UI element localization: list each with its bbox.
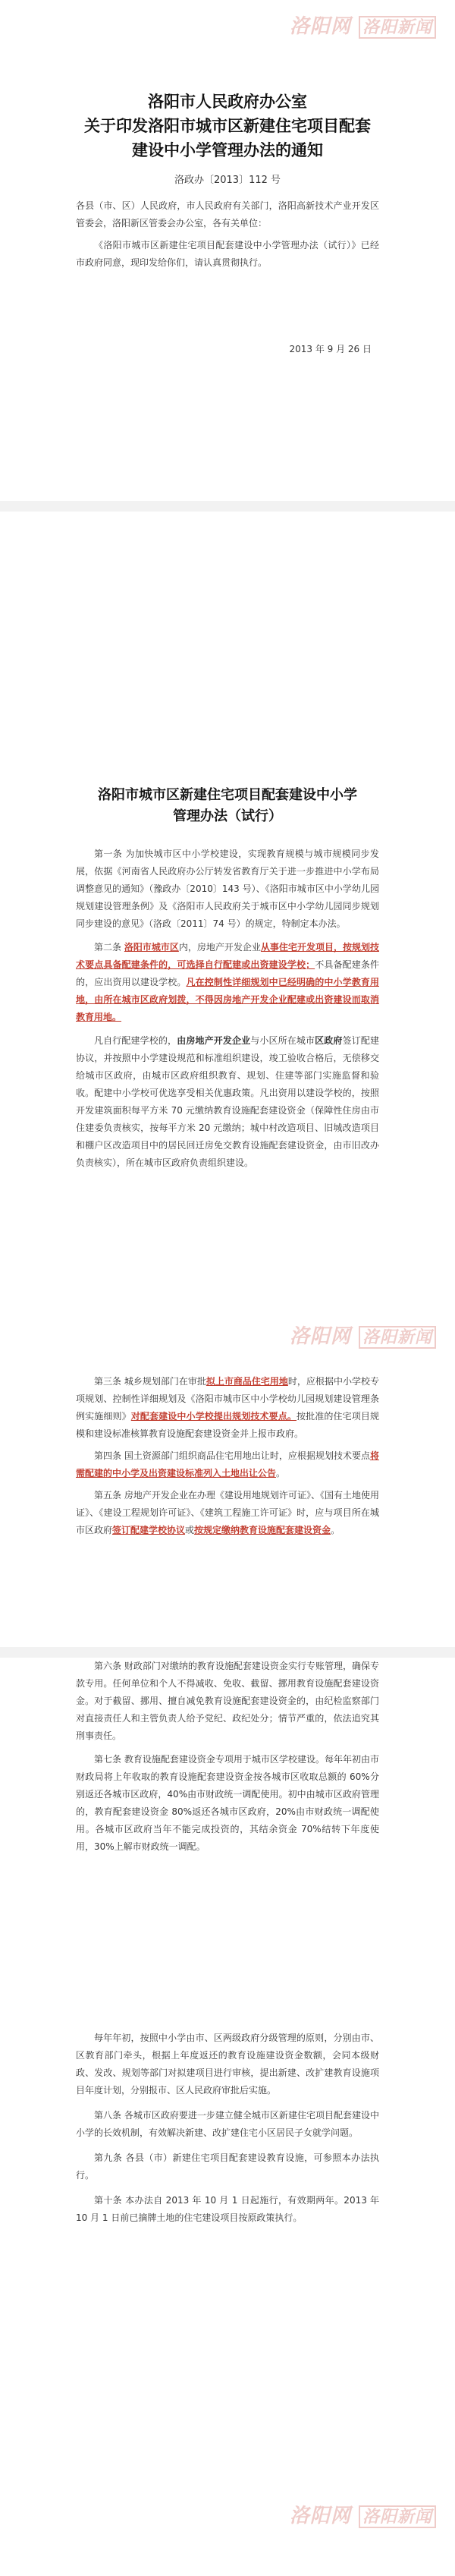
article-1: 第一条 为加快城市区中小学校建设，实现教育规模与城市规模同步发展，依据《河南省人民政府办公厅转发省教育厅关于进一步推进中小学布局调整意见的通知》（豫政办〔2010〕143 号）、《洛阳市城市区中小学幼儿园规划建设管理条例》及《洛阳市人民政府关于城市区中小学幼儿园同步规划同步建设的意见》（洛政〔2011〕74 号）的规定，特制定本办法。 xyxy=(76,849,379,929)
page-separator xyxy=(0,1647,455,1658)
article-9: 第九条 各县（市）新建住宅项目配套建设教育设施，可参照本办法执行。 xyxy=(76,2152,379,2181)
article-7-annual: 每年年初，按照中小学由市、区两级政府分级管理的原则，分别由市、区教育部门牵头，根据上年度返还的教育设施建设资金数额，会同本级财政、发改、规划等部门对拟建项目进行审核，提出新建、改扩建教育设施项目年度计划，分别报市、区人民政府审批后实施。 xyxy=(76,2033,379,2096)
watermark: 洛阳网 洛阳新闻 xyxy=(290,1321,436,1349)
article-6: 第六条 财政部门对缴纳的教育设施配套建设资金实行专账管理，确保专款专用。任何单位和个人不得减收、免收、截留、挪用教育设施配套建设资金。对于截留、挪用、擅自减免教育设施配套建设资金的，由纪检监察部门对直接责任人和主管负责人给予党纪、政纪处分；情节严重的，依法追究其刑事责任。 xyxy=(76,1661,379,1741)
article-2: 第二条 洛阳市城市区内，房地产开发企业从事住宅开发项目，按规划技术要点具备配建条件的，可选择自行配建或出资建设学校；不具备配建条件的，应出资用以建设学校。凡在控制性详细规划中已经明确的中小学教育用地，由所在城市区政府划拨，不得因房地产开发企业配建或出资建设而取消教育用地。 xyxy=(76,942,379,1022)
article-5: 第五条 房地产开发企业在办理《建设用地规划许可证》、《国有土地使用证》、《建设工程规划许可证》、《建筑工程施工许可证》时，应与项目所在城市区政府签订配建学校协议或按规定缴纳教育设施配套建设资金。 xyxy=(76,1490,379,1535)
measures-title-line-1: 洛阳市城市区新建住宅项目配套建设中小学 xyxy=(98,787,357,803)
measures-title-line-2: 管理办法（试行） xyxy=(173,808,282,824)
notice-title-line-1: 洛阳市人民政府办公室 xyxy=(148,93,307,111)
notice-title-line-2: 关于印发洛阳市城市区新建住宅项目配套 xyxy=(84,117,371,135)
watermark: 洛阳网 洛阳新闻 xyxy=(290,2500,436,2528)
article-8: 第八条 各城市区政府要进一步建立健全城市区新建住宅项目配套建设中小学的长效机制，有效解决新建、改扩建住宅小区居民子女就学问题。 xyxy=(76,2110,379,2138)
article-4: 第四条 国土资源部门组织商品住宅用地出让时，应根据规划技术要点将需配建的中小学及出资建设标准列入土地出让公告。 xyxy=(76,1450,379,1479)
article-10: 第十条 本办法自 2013 年 10 月 1 日起施行，有效期两年。2013 年 10 月 1 日前已摘牌土地的住宅建设项目按原政策执行。 xyxy=(76,2195,379,2223)
article-2-detail: 凡自行配建学校的，由房地产开发企业与小区所在城市区政府签订配建协议，并按照中小学建设规范和标准组织建设，竣工验收合格后，无偿移交给城市区政府，由城市区政府组织教育、规划、住建等部门实施监督和验收。配建中小学校可优选享受相关优惠政策。凡出资用以建设学校的，按照开发建筑面积每平方米 70 元缴纳教育设施配套建设资金（保障性住房由市住建委负责核实，按每平方米 20 元缴纳；城中村改造项目、旧城改造项目和棚户区改造项目中的居民回迁房免交教育设施配套建设资金，由市旧改办负责核实），所在城市区政府负责组织建设。 xyxy=(76,1035,379,1168)
article-3: 第三条 城乡规划部门在审批拟上市商品住宅用地时，应根据中小学校专项规划、控制性详细规划及《洛阳市城市区中小学校幼儿园规划建设管理条例实施细则》对配套建设中小学校提出规划技术要点。按批准的住宅项目规模和建设标准核算教育设施配套建设资金并上报市政府。 xyxy=(76,1376,379,1439)
measures-page-2 xyxy=(0,1658,455,2576)
notice-date: 2013 年 9 月 26 日 xyxy=(289,344,372,354)
doc-number: 洛政办〔2013〕112 号 xyxy=(174,175,281,186)
notice-title-line-3: 建设中小学管理办法的通知 xyxy=(132,141,323,159)
notice-body: 《洛阳市城市区新建住宅项目配套建设中小学管理办法（试行）》已经市政府同意，现印发给你们，请认真贯彻执行。 xyxy=(76,240,379,268)
page-separator xyxy=(0,501,455,512)
measures-page xyxy=(0,512,455,1647)
watermark: 洛阳网 洛阳新闻 xyxy=(290,11,436,39)
recipients: 各县（市、区）人民政府，市人民政府有关部门，洛阳高新技术产业开发区管委会，洛阳新区管委会办公室，各有关单位： xyxy=(76,200,379,228)
notice-page xyxy=(0,0,455,501)
article-7: 第七条 教育设施配套建设资金专项用于城市区学校建设。每年年初由市财政局将上年收取的教育设施配套建设资金按各城市区收取总额的 60%分别返还各城市区政府，40%由市财政统一调配使用。初中由城市区政府管理的，教育配套建设资金 80%返还各城市区政府，20%由市财政统一调配使用。各城市区政府当年不能完成投资的，其结余资金 70%结转下年度使用，30%上解市财政统一调配。 xyxy=(76,1754,379,1852)
